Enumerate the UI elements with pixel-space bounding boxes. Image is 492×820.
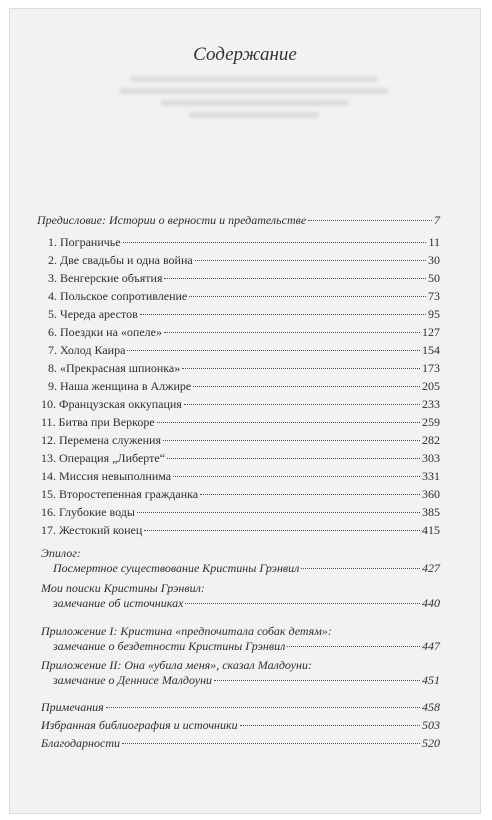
- toc-page-number: 7: [434, 213, 440, 227]
- toc-entry-label: 2. Две свадьбы и одна война: [48, 253, 193, 267]
- toc-entry-chapter: [48, 253, 440, 267]
- toc-entry-label: 13. Операция „Либерте“: [41, 451, 166, 465]
- toc-leader-dots: [106, 707, 420, 708]
- toc-page-number: 440: [422, 596, 440, 610]
- table-of-contents: [9, 8, 481, 814]
- toc-leader-dots: [137, 512, 420, 513]
- toc-leader-dots: [214, 680, 420, 681]
- toc-entry-label: Избранная библиография и источники: [41, 718, 238, 732]
- toc-entry-label: 8. «Прекрасная шпионка»: [48, 361, 181, 375]
- toc-page-number: 73: [428, 289, 440, 303]
- toc-entry-label: замечание о бездетности Кристины Грэнвил: [53, 639, 286, 653]
- toc-entry-acknowledgments: [41, 736, 440, 750]
- toc-entry-label: 10. Французская оккупация: [41, 397, 182, 411]
- toc-entry-label: 14. Миссия невыполнима: [41, 469, 172, 483]
- toc-entry-label: 3. Венгерские объятия: [48, 271, 163, 285]
- toc-page-number: 95: [428, 307, 440, 321]
- toc-leader-dots: [127, 350, 420, 351]
- toc-entry-chapter: [48, 289, 440, 303]
- toc-entry-bibliography: [41, 718, 440, 732]
- toc-leader-dots: [123, 242, 427, 243]
- toc-entry-label: 11. Битва при Веркоре: [41, 415, 155, 429]
- toc-page-number: 50: [428, 271, 440, 285]
- toc-leader-dots: [140, 314, 426, 315]
- toc-leader-dots: [240, 725, 420, 726]
- toc-page-number: 360: [422, 487, 440, 501]
- toc-entry-notes: [41, 700, 440, 714]
- toc-leader-dots: [308, 220, 432, 221]
- toc-leader-dots: [182, 368, 420, 369]
- toc-entry-chapter: [41, 523, 440, 537]
- toc-appendix-1-heading: Приложение I: Кристина «предпочитала собак детям»:: [41, 624, 332, 638]
- toc-entry-label: 6. Поездки на «опеле»: [48, 325, 162, 339]
- toc-entry-label: 7. Холод Каира: [48, 343, 126, 357]
- toc-page-number: 259: [422, 415, 440, 429]
- toc-entry-label: замечание о Деннисе Малдоуни: [53, 673, 213, 687]
- toc-entry-chapter: [48, 235, 440, 249]
- toc-leader-dots: [167, 458, 420, 459]
- toc-leader-dots: [184, 404, 420, 405]
- toc-page-number: 127: [422, 325, 440, 339]
- toc-entry-chapter: [41, 487, 440, 501]
- toc-page-number: 233: [422, 397, 440, 411]
- page-title: Содержание: [193, 44, 297, 65]
- book-page: [9, 8, 481, 814]
- toc-page-number: 385: [422, 505, 440, 519]
- toc-leader-dots: [301, 568, 420, 569]
- toc-appendix-2-heading: Приложение II: Она «убила меня», сказал Малдоуни:: [41, 658, 312, 672]
- toc-entry-chapter: [41, 505, 440, 519]
- toc-entry-label: Благодарности: [41, 736, 120, 750]
- toc-entry-appendix-2: [53, 673, 440, 687]
- toc-entry-label: замечание об источниках: [53, 596, 184, 610]
- toc-entry-label: Посмертное существование Кристины Грэнвил: [53, 561, 300, 575]
- toc-page-number: 427: [422, 561, 440, 575]
- toc-entry-label: 17. Жестокий конец: [41, 523, 143, 537]
- toc-page-number: 458: [422, 700, 440, 714]
- toc-entry-search: [53, 596, 440, 610]
- toc-entry-chapter: [48, 307, 440, 321]
- toc-page-number: 503: [422, 718, 440, 732]
- toc-entry-label: 16. Глубокие воды: [41, 505, 135, 519]
- toc-leader-dots: [157, 422, 420, 423]
- toc-leader-dots: [185, 603, 420, 604]
- toc-epilogue-heading: Эпилог:: [41, 546, 81, 560]
- toc-page-number: 331: [422, 469, 440, 483]
- toc-leader-dots: [193, 386, 420, 387]
- toc-leader-dots: [164, 278, 426, 279]
- toc-entry-chapter: [48, 325, 440, 339]
- toc-leader-dots: [122, 743, 420, 744]
- toc-entry-chapter: [48, 361, 440, 375]
- toc-entry-chapter: [48, 343, 440, 357]
- toc-page-number: 173: [422, 361, 440, 375]
- toc-entry-appendix-1: [53, 639, 440, 653]
- toc-page-number: 451: [422, 673, 440, 687]
- toc-page-number: 154: [422, 343, 440, 357]
- toc-entry-preface: [37, 213, 440, 227]
- toc-entry-label: 15. Второстепенная гражданка: [41, 487, 199, 501]
- toc-entry-label: 1. Пограничье: [48, 235, 121, 249]
- toc-leader-dots: [287, 646, 420, 647]
- toc-page-number: 282: [422, 433, 440, 447]
- toc-entry-chapter: [41, 469, 440, 483]
- toc-entry-label: 4. Польское сопротивление: [48, 289, 188, 303]
- toc-entry-chapter: [48, 271, 440, 285]
- toc-leader-dots: [189, 296, 426, 297]
- toc-entry-label: 9. Наша женщина в Алжире: [48, 379, 192, 393]
- toc-entry-label: 5. Череда арестов: [48, 307, 138, 321]
- toc-leader-dots: [173, 476, 420, 477]
- toc-leader-dots: [200, 494, 420, 495]
- toc-entry-label: Предисловие: Истории о верности и предательстве: [37, 213, 307, 227]
- toc-entry-chapter: [41, 433, 440, 447]
- toc-page-number: 415: [422, 523, 440, 537]
- toc-leader-dots: [144, 530, 420, 531]
- toc-page-number: 520: [422, 736, 440, 750]
- toc-page-number: 205: [422, 379, 440, 393]
- toc-entry-chapter: [48, 379, 440, 393]
- toc-leader-dots: [163, 440, 420, 441]
- toc-entry-label: 12. Перемена служения: [41, 433, 161, 447]
- toc-entry-label: Примечания: [41, 700, 104, 714]
- toc-page-number: 303: [422, 451, 440, 465]
- toc-page-number: 30: [428, 253, 440, 267]
- toc-entry-epilogue: [53, 561, 440, 575]
- toc-entry-chapter: [41, 451, 440, 465]
- toc-page-number: 447: [422, 639, 440, 653]
- toc-leader-dots: [164, 332, 420, 333]
- toc-page-number: 11: [428, 235, 440, 249]
- toc-entry-chapter: [41, 415, 440, 429]
- toc-leader-dots: [195, 260, 426, 261]
- toc-entry-chapter: [41, 397, 440, 411]
- toc-search-heading: Мои поиски Кристины Грэнвил:: [41, 581, 205, 595]
